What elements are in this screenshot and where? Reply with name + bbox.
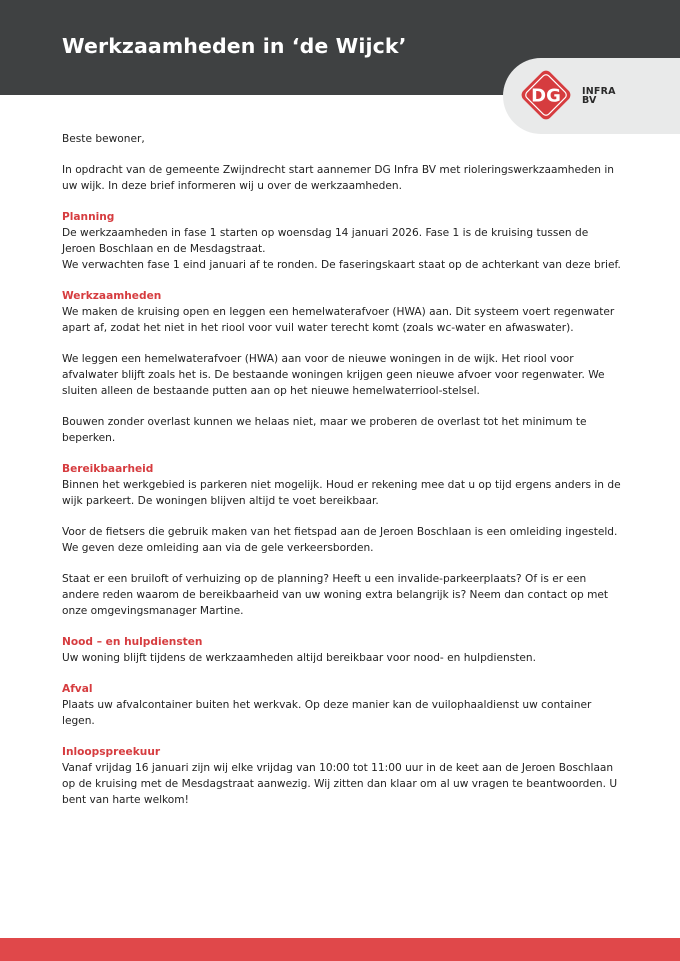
letter-body [62,131,622,823]
section-werkzaamheden [62,288,622,446]
logo-mark-text: DG [531,85,561,107]
section-afval [62,681,622,729]
dg-logo-icon [515,64,577,126]
section-bereikbaarheid [62,461,622,619]
logo-text-line1: INFRA [582,86,616,97]
section-heading: Planning [62,211,115,223]
intro-paragraph: In opdracht van de gemeente Zwijndrecht start aannemer DG Infra BV met rioleringswerkzaamheden in uw wijk. In deze brief informeren wij u over de werkzaamheden. [62,164,615,192]
paragraph: Vanaf vrijdag 16 januari zijn wij elke vrijdag van 10:00 tot 11:00 uur in de keet aan de Jeroen Boschlaan op de kruising met de Mesdagstraat aanwezig. Wij zitten dan klaar om al uw vragen te beantwoorden. U bent van harte welkom! [62,762,618,806]
paragraph: Voor de fietsers die gebruik maken van het fietspad aan de Jeroen Boschlaan is een omleiding ingesteld. We geven deze omleiding aan via de gele verkeersborden. [62,526,618,554]
section-planning [62,209,622,273]
greeting: Beste bewoner, [62,133,145,145]
footer-bar [0,938,680,961]
section-heading: Afval [62,683,93,695]
page-title: Werkzaamheden in ‘de Wijck’ [62,34,407,58]
section-heading: Bereikbaarheid [62,463,154,475]
paragraph-line: We verwachten fase 1 eind januari af te ronden. De faseringskaart staat op de achterkant van deze brief. [62,259,621,271]
paragraph: Binnen het werkgebied is parkeren niet mogelijk. Houd er rekening mee dat u op tijd ergens anders in de wijk parkeert. De woningen blijven altijd te voet bereikbaar. [62,479,621,507]
section-heading: Nood – en hulpdiensten [62,636,203,648]
section-inloopspreekuur [62,744,622,808]
paragraph: Staat er een bruiloft of verhuizing op de planning? Heeft u een invalide-parkeerplaats? Of is er een andere reden waarom de bereikbaarheid van uw woning extra belangrijk is? Neem dan contact op met onze omgevingsmanager Martine. [62,573,609,617]
logo-wordmark [582,87,616,105]
section-heading: Inloopspreekuur [62,746,161,758]
paragraph: Uw woning blijft tijdens de werkzaamheden altijd bereikbaar voor nood- en hulpdiensten. [62,652,536,664]
paragraph: Bouwen zonder overlast kunnen we helaas niet, maar we proberen de overlast tot het minimum te beperken. [62,416,587,444]
logo-text-line2: BV [582,95,597,106]
section-heading: Werkzaamheden [62,290,162,302]
paragraph: We maken de kruising open en leggen een hemelwaterafvoer (HWA) aan. Dit systeem voert regenwater apart af, zodat het niet in het riool voor vuil water terecht komt (zoals wc-water en afwaswater). [62,306,615,334]
paragraph [62,225,622,273]
paragraph: We leggen een hemelwaterafvoer (HWA) aan voor de nieuwe woningen in de wijk. Het riool voor afvalwater blijft zoals het is. De bestaande woningen krijgen geen nieuwe afvoer voor regenwater. We sluiten alleen de bestaande putten aan op het nieuwe hemelwaterriool-stelsel. [62,353,605,397]
paragraph: Plaats uw afvalcontainer buiten het werkvak. Op deze manier kan de vuilophaaldienst uw container legen. [62,699,592,727]
paragraph-line: De werkzaamheden in fase 1 starten op woensdag 14 januari 2026. Fase 1 is de kruising tussen de Jeroen Boschlaan en de Mesdagstraat. [62,227,589,255]
section-nood-hulpdiensten [62,634,622,666]
